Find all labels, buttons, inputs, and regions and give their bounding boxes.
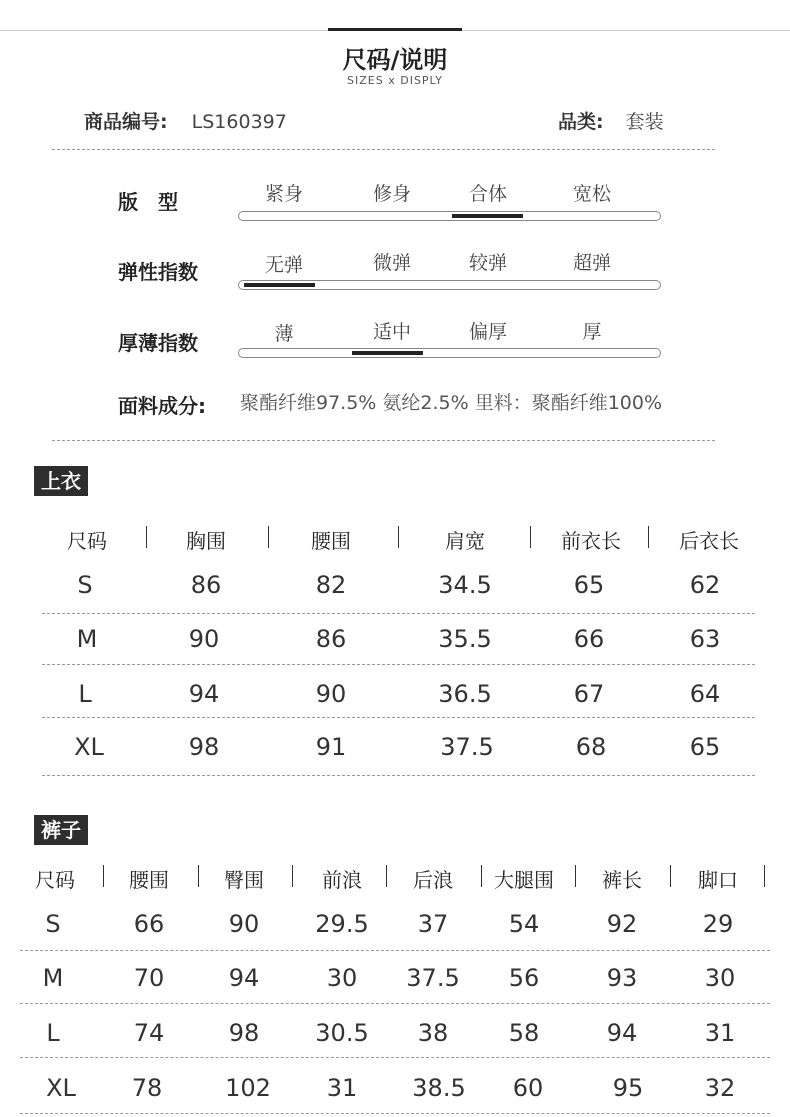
table-cell: 66 (133, 910, 165, 938)
table-cell: 29.5 (315, 910, 369, 938)
table-cell: 30 (326, 964, 358, 992)
pants-section-tag: 裤子 (34, 815, 88, 845)
table-cell: 92 (606, 910, 638, 938)
column-separator (292, 865, 293, 887)
column-header: 肩宽 (445, 529, 485, 553)
column-separator (386, 865, 387, 887)
table-cell: 37 (417, 910, 449, 938)
table-cell: 60 (512, 1074, 544, 1102)
thickness-label: 厚薄指数 (118, 331, 198, 355)
table-cell: 90 (188, 625, 220, 653)
column-separator (575, 865, 576, 887)
product-category (558, 107, 664, 134)
table-cell: 58 (508, 1019, 540, 1047)
table-cell: 56 (508, 964, 540, 992)
table-cell: 37.5 (440, 733, 494, 761)
size-cell: XL (46, 1074, 76, 1102)
fit-option: 修身 (372, 183, 411, 205)
thickness-option: 厚 (582, 321, 602, 343)
table-cell: 102 (225, 1074, 271, 1102)
column-header: 尺码 (35, 868, 75, 892)
row-divider (20, 1113, 770, 1114)
table-cell: 64 (689, 680, 721, 708)
row-divider (20, 950, 770, 951)
column-header: 后衣长 (679, 529, 739, 553)
fit-option: 紧身 (264, 183, 303, 205)
table-cell: 35.5 (438, 625, 492, 653)
table-cell: 68 (575, 733, 607, 761)
title-accent-bar (328, 28, 462, 31)
product-category-value: 套装 (625, 111, 664, 133)
product-code-value: LS160397 (191, 111, 287, 133)
row-divider (42, 664, 755, 665)
table-cell: 94 (228, 964, 260, 992)
table-cell: 95 (612, 1074, 644, 1102)
product-code (84, 107, 287, 134)
table-cell: 78 (131, 1074, 163, 1102)
table-cell: 70 (133, 964, 165, 992)
column-header: 后浪 (413, 868, 453, 892)
thickness-option: 偏厚 (468, 321, 507, 343)
column-separator (670, 865, 671, 887)
row-divider (42, 775, 755, 776)
fabric-label: 面料成分: (118, 394, 206, 418)
size-cell: L (46, 1019, 60, 1047)
table-cell: 63 (689, 625, 721, 653)
table-cell: 38 (417, 1019, 449, 1047)
thickness-option: 适中 (372, 321, 411, 343)
column-header: 臀围 (224, 868, 264, 892)
elasticity-option: 无弹 (264, 254, 303, 276)
fit-scale-marker (452, 214, 523, 218)
table-cell: 32 (704, 1074, 736, 1102)
column-header: 腰围 (129, 868, 169, 892)
table-cell: 37.5 (406, 964, 460, 992)
elasticity-option: 超弹 (572, 252, 611, 274)
product-code-label: 商品编号: (84, 111, 168, 133)
product-category-label: 品类: (558, 111, 604, 133)
column-separator (198, 865, 199, 887)
size-cell: M (76, 625, 98, 653)
size-cell: L (78, 680, 92, 708)
row-divider (42, 613, 755, 614)
table-cell: 93 (606, 964, 638, 992)
table-cell: 54 (508, 910, 540, 938)
table-cell: 74 (133, 1019, 165, 1047)
column-separator (481, 865, 482, 887)
table-cell: 67 (573, 680, 605, 708)
table-cell: 66 (573, 625, 605, 653)
table-cell: 90 (315, 680, 347, 708)
column-header: 大腿围 (494, 868, 554, 892)
column-separator (146, 526, 147, 548)
column-header: 裤长 (602, 868, 642, 892)
thickness-option: 薄 (274, 323, 294, 345)
table-cell: 98 (188, 733, 220, 761)
divider (52, 149, 715, 150)
size-cell: S (45, 910, 61, 938)
table-cell: 82 (315, 571, 347, 599)
table-cell: 34.5 (438, 571, 492, 599)
column-header: 腰围 (311, 529, 351, 553)
page-subtitle: SIZES x DISPLY (347, 74, 443, 87)
row-divider (20, 1057, 770, 1058)
top-section-tag: 上衣 (34, 466, 88, 496)
table-cell: 38.5 (412, 1074, 466, 1102)
elasticity-option: 较弹 (468, 252, 507, 274)
table-cell: 98 (228, 1019, 260, 1047)
fit-option: 合体 (468, 183, 507, 205)
table-cell: 94 (188, 680, 220, 708)
column-separator (648, 526, 649, 548)
table-cell: 86 (190, 571, 222, 599)
elasticity-label: 弹性指数 (118, 260, 198, 284)
table-cell: 30.5 (315, 1019, 369, 1047)
fabric-composition: 聚酯纤维97.5% 氨纶2.5% 里料：聚酯纤维100% (240, 392, 663, 414)
page-title: 尺码/说明 (342, 46, 448, 74)
column-header: 尺码 (67, 529, 107, 553)
column-separator (268, 526, 269, 548)
size-cell: S (77, 571, 93, 599)
table-cell: 62 (689, 571, 721, 599)
column-header: 前衣长 (561, 529, 621, 553)
table-cell: 65 (573, 571, 605, 599)
column-separator (398, 526, 399, 548)
fit-scale-track (238, 211, 661, 221)
column-header: 胸围 (186, 529, 226, 553)
column-separator (103, 865, 104, 887)
row-divider (42, 717, 755, 718)
row-divider (20, 1003, 770, 1004)
table-cell: 91 (315, 733, 347, 761)
table-cell: 30 (704, 964, 736, 992)
size-cell: XL (74, 733, 104, 761)
elasticity-scale-marker (244, 283, 315, 287)
column-separator (764, 865, 765, 887)
elasticity-option: 微弹 (372, 252, 411, 274)
divider (52, 440, 715, 441)
table-cell: 86 (315, 625, 347, 653)
fit-option: 宽松 (572, 183, 611, 205)
table-cell: 31 (326, 1074, 358, 1102)
table-cell: 36.5 (438, 680, 492, 708)
thickness-scale-track (238, 348, 661, 358)
table-cell: 90 (228, 910, 260, 938)
column-header: 脚口 (698, 868, 738, 892)
column-separator (530, 526, 531, 548)
table-cell: 94 (606, 1019, 638, 1047)
table-cell: 31 (704, 1019, 736, 1047)
size-cell: M (42, 964, 64, 992)
thickness-scale-marker (352, 351, 423, 355)
fit-label: 版 型 (118, 190, 178, 214)
table-cell: 29 (702, 910, 734, 938)
column-header: 前浪 (322, 868, 362, 892)
table-cell: 65 (689, 733, 721, 761)
